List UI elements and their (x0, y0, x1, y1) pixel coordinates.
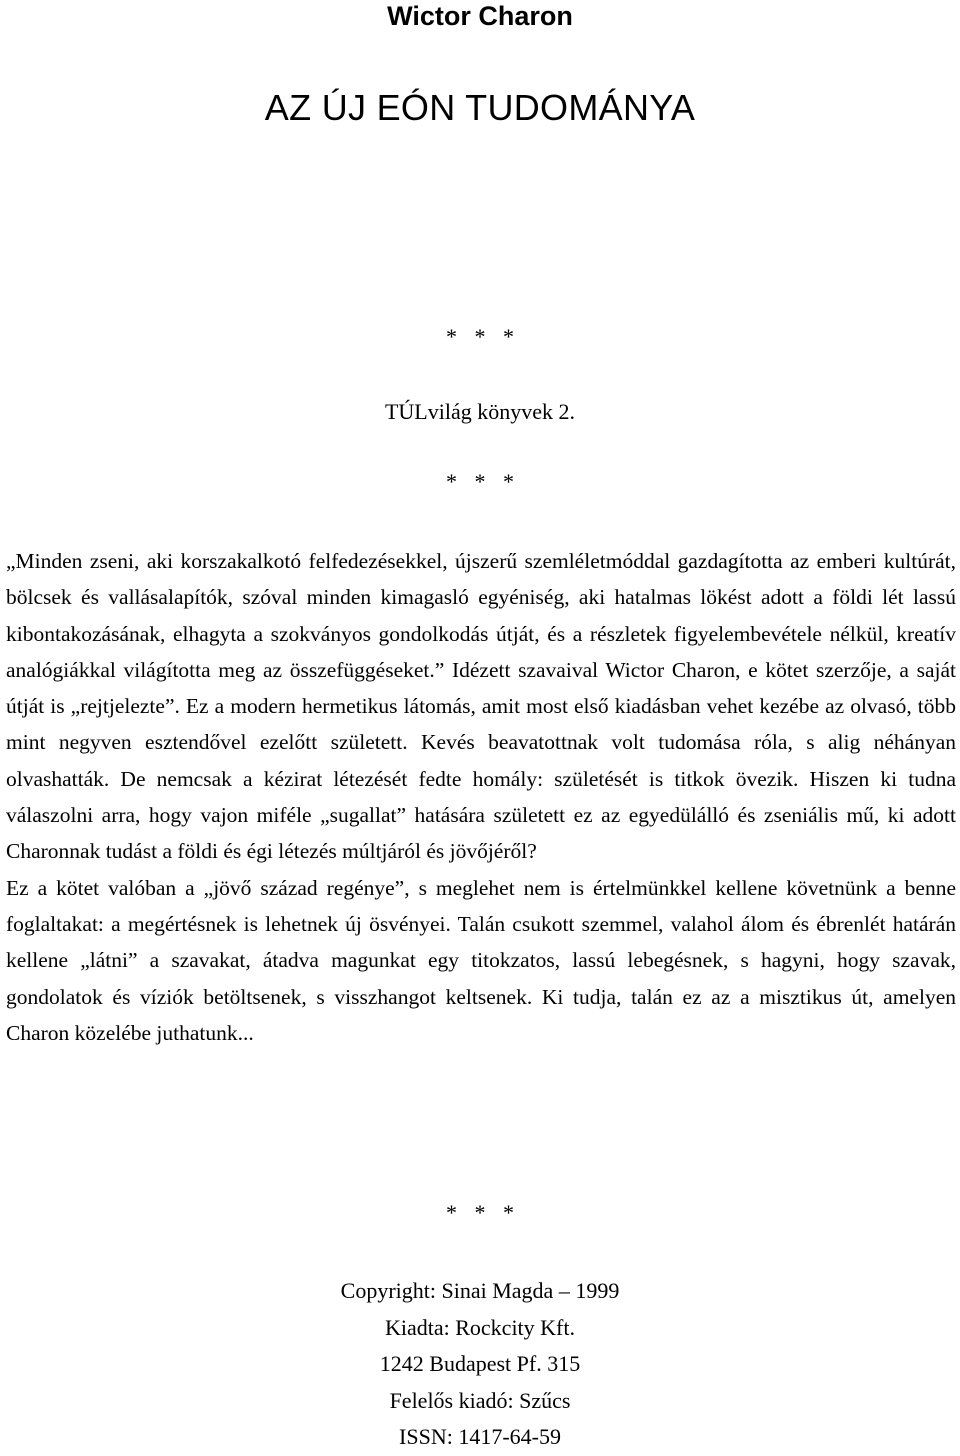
copyright-line: Copyright: Sinai Magda – 1999 (340, 1278, 620, 1303)
issn-line: ISSN: 1417-64-59 (399, 1424, 561, 1449)
author-name: Wictor Charon (387, 1, 573, 31)
book-title: AZ ÚJ EÓN TUDOMÁNYA (264, 87, 696, 128)
separator-stars: * * * (446, 1200, 514, 1225)
imprint-block (0, 1273, 960, 1456)
separator-stars: * * * (446, 324, 514, 349)
responsible-publisher-line: Felelős kiadó: Szűcs (389, 1387, 571, 1413)
blurb-text (6, 543, 956, 1051)
publisher-line: Kiadta: Rockcity Kft. (384, 1314, 575, 1340)
series-name: TÚLvilág könyvek 2. (384, 399, 576, 424)
address-line: 1242 Budapest Pf. 315 (379, 1351, 581, 1376)
separator-stars: * * * (446, 469, 514, 494)
blurb-paragraph: Ez a kötet valóban a „jövő század regénye”, s meglehet nem is értelmünkkel kellene követnünk a benne foglaltakat: a megértésnek is lehetnek új ösvényei. Talán csukott szemmel, valahol álom és ébrenlét határán kellene „látni” a szavakat, átadva magunkat egy titokzatos, lassú lebegésnek, s hagyni, hogy szavak, gondolatok és víziók betöltsenek, s visszhangot keltsenek. Ki tudja, talán ez az a misztikus út, amelyen Charon közelébe juthatunk... (6, 875, 956, 1045)
blurb-paragraph: „Minden zseni, aki korszakalkotó felfedezésekkel, újszerű szemléletmóddal gazdagította az emberi kultúrát, bölcsek és vallásalapítók, szóval minden kimagasló egyéniség, aki hatalmas lökést adott a földi lét lassú kibontakozásának, elhagyta a szokványos gondolkodás útját, és a részletek figyelembevétele nélkül, kreatív analógiákkal világította meg az összefüggéseket.” Idézett szavaival Wictor Charon, e kötet szerzője, a saját útját is „rejtjelezte”. Ez a modern hermetikus látomás, amit most első kiadásban vehet kezébe az olvasó, több mint negyven esztendővel ezelőtt született. Kevés beavatottnak volt tudomása róla, s alig néhányan olvashatták. De nemcsak a kézirat létezését fedte homály: születését is titkok övezik. Hiszen ki tudna válaszolni arra, hogy vajon miféle „sugallat” hatására született ez az egyedülálló és zseniális mű, ki adott Charonnak tudást a földi és égi létezés múltjáról és jövőjéről? (6, 549, 956, 864)
